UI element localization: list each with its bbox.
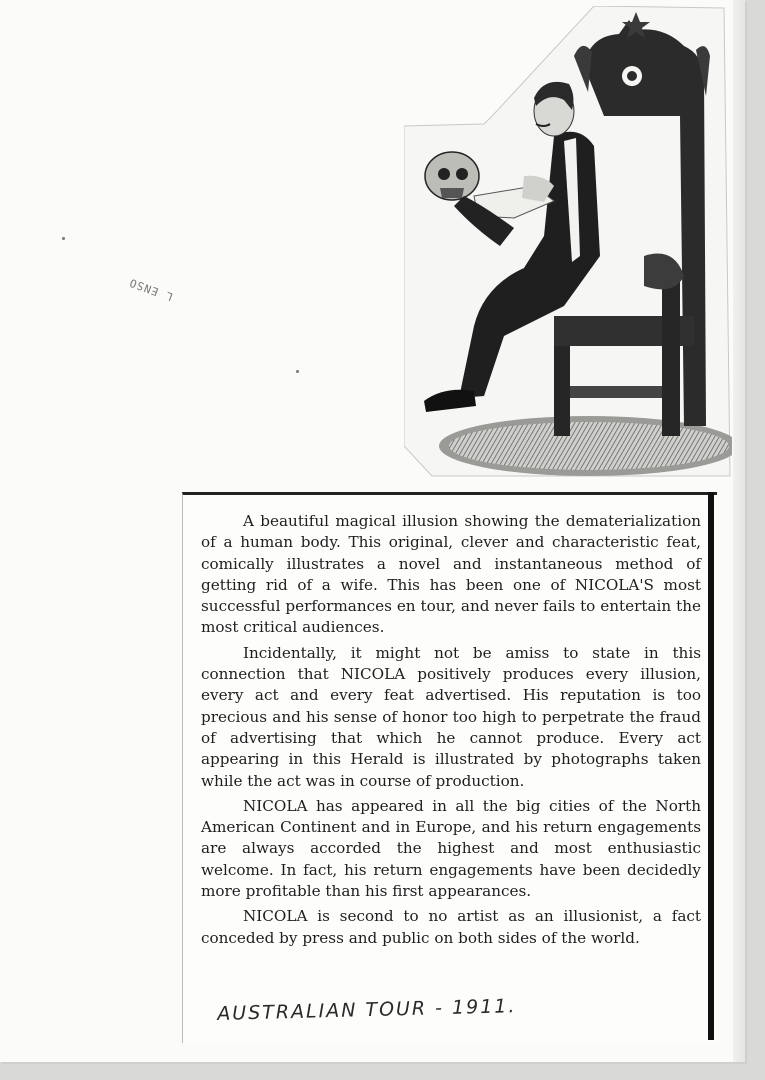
throne-leg-front bbox=[554, 346, 570, 436]
clipping-border-rule bbox=[708, 492, 714, 1040]
skull-teeth bbox=[440, 188, 464, 198]
speck bbox=[296, 370, 299, 373]
article-paragraph: NICOLA has appeared in all the big cities of the North American Continent and in Europe, and his return engagements are always accorded the highest and most enthusiastic welcome. In fact, his return engagements have been decidedly more profitable than his first appearances. bbox=[201, 796, 701, 901]
magician-engraving bbox=[404, 6, 732, 486]
article-paragraph: Incidentally, it might not be amiss to state in this connection that NICOLA positively produces every illusion, every act and every feat advertised. His reputation is too precious and his sense of honor too high to perpetrate the fraud of advertising that which he cannot produce. Every act appearing in this Herald is illustrated by photographs taken while the act was in course of production. bbox=[201, 643, 701, 790]
crest-ornament-center bbox=[627, 71, 637, 81]
floor-hatch bbox=[449, 422, 729, 470]
speck bbox=[62, 237, 65, 240]
article-body bbox=[201, 511, 701, 953]
skull-eye-right bbox=[456, 168, 468, 180]
skull-eye-left bbox=[438, 168, 450, 180]
newspaper-clipping bbox=[182, 492, 717, 1043]
throne-leg-back bbox=[662, 276, 680, 436]
article-paragraph: A beautiful magical illusion showing the dematerialization of a human body. This original, clever and characteristic feat, comically illustrates a novel and instantaneous method of getting rid of a wife. This has been one of NICOLA'S most successful performances en tour, and never fails to entertain the most critical audiences. bbox=[201, 512, 701, 637]
stray-stamp-mark: L ENSO bbox=[127, 275, 175, 304]
magician-engraving-svg bbox=[404, 6, 732, 486]
page-edge bbox=[733, 0, 745, 1062]
article-paragraph: NICOLA is second to no artist as an illusionist, a fact conceded by press and public on both sides of the world. bbox=[201, 907, 701, 947]
handwritten-annotation: AUSTRALIAN TOUR - 1911. bbox=[217, 995, 517, 1025]
throne-stretcher bbox=[570, 386, 662, 398]
